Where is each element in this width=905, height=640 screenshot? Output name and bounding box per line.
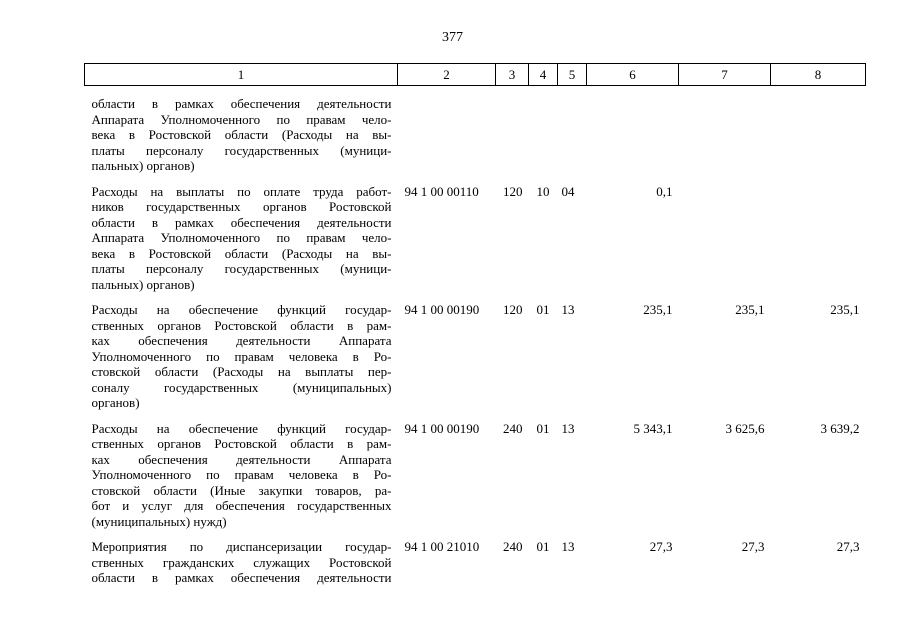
target-code-cell: 94 1 00 00110 [404,183,479,199]
table-row [85,86,866,174]
amount-year-1-cell: 27,3 [649,539,673,554]
table-header-row [85,64,866,86]
amount-year-1-cell: 0,1 [656,183,673,199]
column-header-year-1: 6 [587,64,679,86]
table-row [85,411,866,530]
target-code-cell: 94 1 00 00190 [404,420,480,436]
description-line: Расходы на обеспечение функций государ- [91,302,392,317]
table-row [85,529,866,586]
description-line: Аппарата Уполномоченного по правам чело- [91,111,392,127]
description-line: ственных гражданских служащих Ростовской [91,554,392,570]
description-line: Мероприятия по диспансеризации государ- [91,539,392,554]
amount-year-1-cell [587,86,679,174]
expense-type-cell: 120 [503,183,523,199]
description-line: области в рамках обеспечения деятельности [91,570,392,585]
description-line: стовской области (Расходы на выплаты пер- [91,364,392,379]
amount-year-2-cell: 235,1 [735,302,765,317]
subsection-cell: 13 [561,302,575,317]
description-line: ственных органов Ростовской области в рам- [91,436,392,451]
section-cell: 01 [536,302,550,317]
description-line: области в рамках обеспечения деятельности [91,96,392,111]
amount-year-3-cell [771,174,866,293]
amount-year-2-cell: 3 625,6 [725,420,765,436]
amount-year-3-cell: 3 639,2 [820,420,860,436]
subsection-cell: 13 [561,539,575,554]
expense-type-cell: 240 [503,420,523,436]
subsection-cell [558,86,587,174]
description-line: платы персоналу государственных (муници- [91,142,392,158]
section-cell: 01 [536,539,550,554]
description-line: ках обеспечения деятельности Аппарата [91,451,392,467]
amount-year-2-cell [679,174,771,293]
description-line: платы персоналу государственных (муници- [91,261,392,276]
section-cell [529,86,558,174]
amount-year-3-cell: 27,3 [836,539,860,554]
description-line: века в Ростовской области (Расходы на вы- [91,245,392,261]
target-code-cell: 94 1 00 00190 [404,302,480,317]
description-line: пальных) органов) [91,158,195,173]
expense-type-cell: 240 [503,539,523,554]
amount-year-3-cell [771,86,866,174]
amount-year-2-cell [679,86,771,174]
column-header-year-3: 8 [771,64,866,86]
description-line: ках обеспечения деятельности Аппарата [91,333,392,348]
description-line: органов) [91,395,140,410]
description-line: (муниципальных) нужд) [91,513,227,529]
subsection-cell: 04 [561,183,575,199]
page-number: 377 [442,30,463,45]
description-line: века в Ростовской области (Расходы на вы- [91,127,392,142]
amount-year-2-cell: 27,3 [741,539,765,554]
description-line: ников государственных органов Ростовской [91,199,392,214]
subsection-cell: 13 [561,420,575,436]
table-row [85,174,866,293]
description-cell [85,292,398,411]
column-header-description: 1 [85,64,398,86]
description-line: Аппарата Уполномоченного по правам чело- [91,230,392,245]
description-line: Уполномоченного по правам человека в Ро- [91,348,392,364]
description-line: бот и услуг для обеспечения государственных [91,498,392,513]
description-line: пальных) органов) [91,276,195,292]
amount-year-1-cell: 235,1 [643,302,673,317]
expense-type-cell [496,86,529,174]
target-code-cell [398,86,496,174]
table-body [85,86,866,586]
column-header-target-code: 2 [398,64,496,86]
description-cell [85,529,398,586]
section-cell: 01 [536,420,550,436]
description-line: стовской области (Иные закупки товаров, ра- [91,482,392,498]
budget-table [84,63,866,586]
amount-year-3-cell: 235,1 [830,302,860,317]
column-header-expense-type: 3 [496,64,529,86]
description-line: Расходы на обеспечение функций государ- [91,420,392,436]
column-header-subsection: 5 [558,64,587,86]
description-line: области в рамках обеспечения деятельности [91,214,392,230]
description-line: соналу государственных (муниципальных) [91,379,392,395]
description-line: ственных органов Ростовской области в рам- [91,317,392,333]
target-code-cell: 94 1 00 21010 [404,539,480,554]
column-header-section: 4 [529,64,558,86]
description-cell [85,411,398,530]
description-line: Расходы на выплаты по оплате труда работ- [91,183,392,199]
description-cell [85,86,398,174]
table-row [85,292,866,411]
expense-type-cell: 120 [503,302,523,317]
column-header-year-2: 7 [679,64,771,86]
description-cell [85,174,398,293]
amount-year-1-cell: 5 343,1 [633,420,673,436]
section-cell: 10 [536,183,550,199]
description-line: Уполномоченного по правам человека в Ро- [91,467,392,482]
